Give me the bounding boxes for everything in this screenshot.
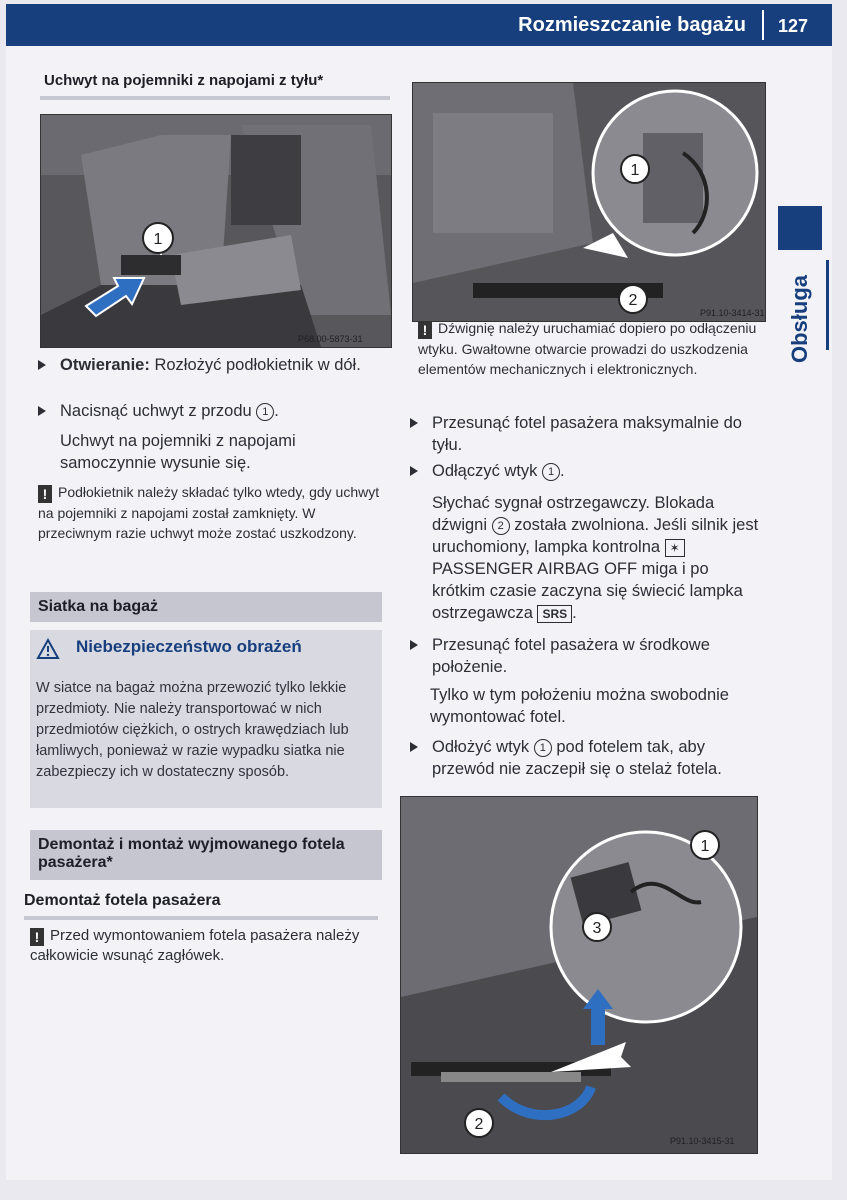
step-move-back-text: Przesunąć fotel pasażera maksymalnie do tyłu. [432,414,742,454]
exclamation-icon: ! [38,485,52,503]
header-divider [762,10,764,40]
exclamation-icon: ! [30,928,44,946]
callout-circle-1 [140,220,176,256]
callout-circle-2 [616,282,650,316]
callout-label: 1 [630,162,640,179]
callout-label: 3 [592,920,602,937]
note-lever [418,318,758,379]
side-line [826,260,829,350]
subsection-rule [24,916,378,920]
srs-warning-lamp: SRS [537,605,572,623]
note-armrest-text: Podłokietnik należy składać tylko wtedy, gdy uchwyt na pojemniki z napojami został zamknięty. W przeciwnym razie uchwyt może zostać uszkodzony. [38,484,380,541]
exclamation-icon: ! [418,321,432,339]
ref-circle-1: 1 [256,403,274,421]
photo-code: P91.10-3415-31 [670,1136,735,1146]
bullet-icon [410,640,418,650]
ref-circle-2: 2 [492,517,510,535]
airbag-off-lamp-icon: ✶ [665,539,685,557]
callout-label: 2 [474,1116,484,1133]
bullet-icon [410,742,418,752]
callout-label: 2 [628,292,638,309]
step-unplug-text: Odłączyć wtyk [432,462,538,480]
step-unplug-result: Słychać sygnał ostrzegawczy. Blokada dźwigni 2 została zwolniona. Jeśli silnik jest uruchomiony, lampka kontrolna ✶ PASSENGER AIRBAG OFF miga i po krótkim czasie zaczyna się świecić lampka ostrzegawcza SRS . [432,494,759,622]
section-title-cupholder: Uchwyt na pojemniki z napojami z tyłu* [44,72,324,89]
step-stow-text-b: pod fotelem tak, aby przewód nie zaczepił się o stelaż fotela. [432,738,722,778]
ref-circle-1: 1 [542,463,560,481]
step-press: Nacisnąć uchwyt z przodu 1 . [38,400,378,422]
seat-plug-illustration [413,83,765,321]
callout-label: 1 [700,838,710,855]
callout-circle-3 [580,910,614,944]
bullet-icon [410,466,418,476]
callout-circle-2 [462,1106,496,1140]
result-text-a: Słychać sygnał ostrzegawczy. Blokada dźwigni [432,494,715,534]
bullet-icon [410,418,418,428]
callout-label: 1 [153,231,163,248]
bullet-icon [38,360,46,370]
callout-circle-1 [688,828,722,862]
step-move-back [410,412,755,456]
subsection-title-remove: Demontaż fotela pasażera [24,892,221,909]
section-title-net: Siatka na bagaż [30,592,382,622]
step-stow-plug [410,736,755,780]
warning-triangle-icon [36,638,60,660]
header-title: Rozmieszczanie bagażu [518,14,746,36]
ref-circle-1: 1 [534,739,552,757]
result-text-b: została zwolniona. Jeśli silnik jest uruchomiony, lampka kontrolna [432,516,759,556]
photo-seat-plug [412,82,766,322]
section-rule [40,96,390,100]
step-stow-text-a: Odłożyć wtyk [432,738,530,756]
warning-title: Niebezpieczeństwo obrażeń [76,637,302,656]
note-armrest [38,482,383,543]
page-number: 127 [777,16,808,36]
passenger-airbag-off-text: PASSENGER AIRBAG OFF [432,560,638,578]
step-open [38,354,378,376]
step-press-result: Uchwyt na pojemniki z napojami samoczynnie wysunie się. [60,432,296,472]
photo-code: P91.10-3414-31 [700,308,765,318]
note-headrest [30,926,370,966]
section-title-seat: Demontaż i montaż wyjmowanego fotela pasażera* [30,830,382,880]
bullet-icon [38,406,46,416]
warning-text: W siatce na bagaż można przewozić tylko lekkie przedmioty. Nie należy transportować w nich przedmiotów ciężkich, o ostrych krawędziach lub łamliwych, ponieważ w razie wypadku siatka nie zabezpieczy ich w dostateczny sposób. [36,680,349,780]
note-headrest-text: Przed wymontowaniem fotela pasażera należy całkowicie wsunąć zagłówek. [30,927,360,964]
step-unplug: Odłączyć wtyk 1 . [410,460,755,482]
step-open-label: Otwieranie: [60,356,150,374]
header-bar [6,4,832,46]
callout-circle-1 [618,152,652,186]
step-middle-result: Tylko w tym położeniu można swobodnie wymontować fotel. [430,686,729,726]
result-text-c: miga i po krótkim czasie zaczyna się świecić lampka ostrzegawcza [432,560,743,622]
side-section-label: Obsługa [787,274,812,363]
step-press-text: Nacisnąć uchwyt z przodu [60,402,252,420]
step-middle [410,634,755,678]
photo-code: P68.00-5873-31 [298,334,363,344]
step-open-text: Rozłożyć podłokietnik w dół. [154,356,361,374]
note-lever-text: Dźwignię należy uruchamiać dopiero po odłączeniu wtyku. Gwałtowne otwarcie prowadzi do uszkodzenia elementów mechanicznych i elektronicznych. [418,320,757,377]
side-tab-marker [778,206,822,250]
arrow-icon [82,270,152,320]
step-middle-text: Przesunąć fotel pasażera w środkowe położenie. [432,636,710,676]
